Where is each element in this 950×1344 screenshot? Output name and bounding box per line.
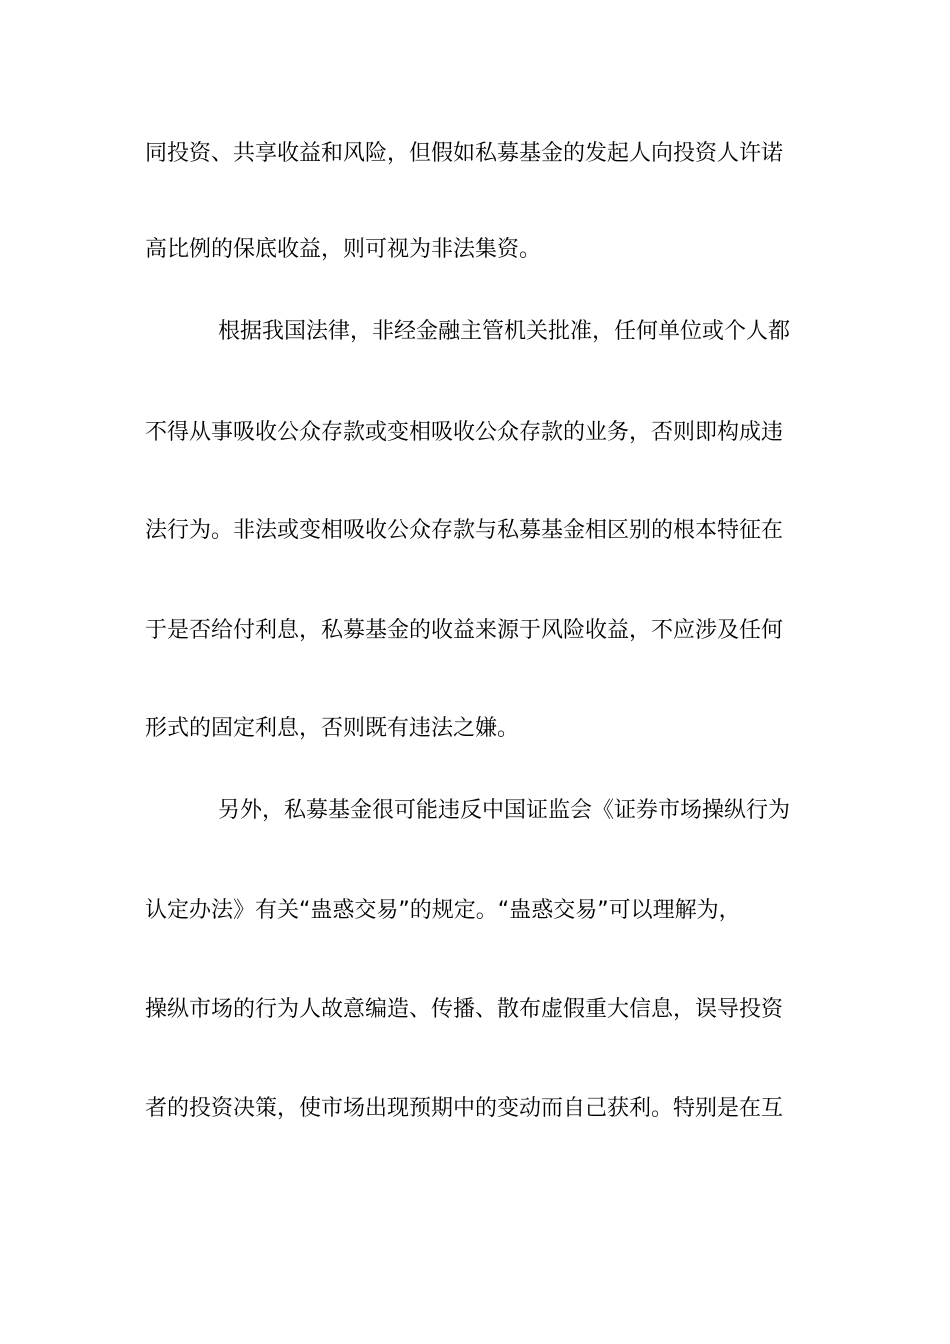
paragraph-2-line-3: 法行为。非法或变相吸收公众存款与私募基金相区别的根本特征在 (145, 518, 784, 543)
paragraph-3-line-3: 操纵市场的行为人故意编造、传播、散布虚假重大信息，误导投资 (145, 997, 784, 1022)
paragraph-3-line-2: 认定办法》有关“蛊惑交易”的规定。“蛊惑交易”可以理解为， (145, 898, 741, 923)
paragraph-2-line-2: 不得从事吸收公众存款或变相吸收公众存款的业务，否则即构成违 (145, 420, 784, 445)
paragraph-2-line-5: 形式的固定利息，否则既有违法之嫌。 (145, 716, 520, 741)
paragraph-3-line-1: 另外，私募基金很可能违反中国证监会《证券市场操纵行为 (218, 798, 791, 823)
paragraph-1-line-2: 高比例的保底收益，则可视为非法集资。 (145, 237, 542, 262)
paragraph-1-line-1: 同投资、共享收益和风险，但假如私募基金的发起人向投资人许诺 (145, 141, 784, 166)
paragraph-3-line-4: 者的投资决策，使市场出现预期中的变动而自己获利。特别是在互 (145, 1096, 784, 1121)
paragraph-2-line-4: 于是否给付利息，私募基金的收益来源于风险收益，不应涉及任何 (145, 618, 784, 643)
paragraph-2-line-1: 根据我国法律，非经金融主管机关批准，任何单位或个人都 (218, 319, 791, 344)
